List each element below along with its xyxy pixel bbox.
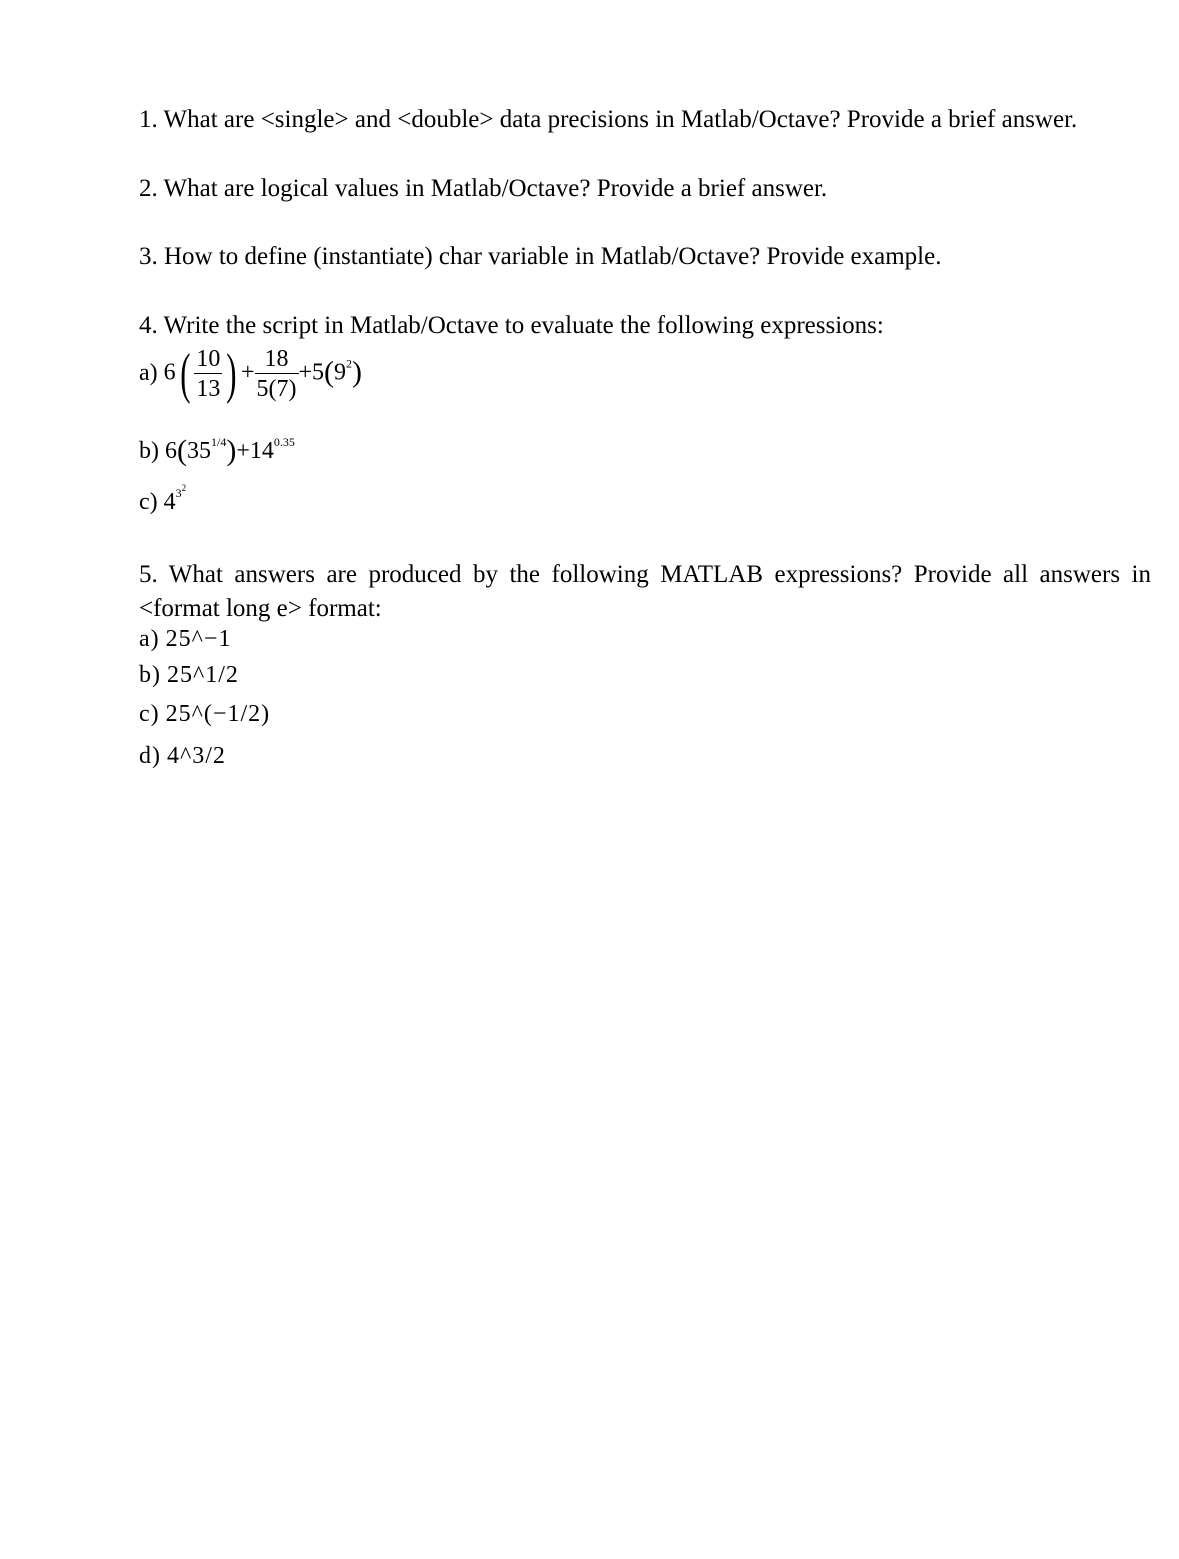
fraction-10-13: $\frac{10}{13}$	[196, 346, 221, 402]
question-1: 1. What are <single> and <double> data precisions in Matlab/Octave? Provide a brief answer.	[139, 106, 1078, 133]
expression-4c: c) $4^{3^2}$	[139, 483, 187, 515]
expression-5a: a) 25^−1	[139, 626, 232, 652]
expression-5c: c) 25^(−1/2)	[139, 701, 271, 727]
question-2: 2. What are logical values in Matlab/Octave? Provide a brief answer.	[139, 175, 828, 202]
question-5: 5. What answers are produced by the following MATLAB expressions? Provide all answers in <format long e> format:	[139, 561, 1151, 622]
question-4: 4. Write the script in Matlab/Octave to evaluate the following expressions:	[139, 312, 884, 339]
expression-5b: b) 25^1/2	[139, 662, 239, 688]
expression-4b: b) $6(35^{1/4})+14^{0.35}$	[139, 434, 295, 467]
expression-5d: d) 4^3/2	[139, 743, 226, 769]
expression-4a-label: a)	[139, 359, 158, 386]
expression-4b-label: b)	[139, 438, 159, 464]
fraction-18-5-7: $\frac{18}{5(7)}$	[256, 346, 297, 402]
question-3: 3. How to define (instantiate) char variable in Matlab/Octave? Provide example.	[139, 243, 942, 270]
expression-4c-label: c)	[139, 489, 158, 515]
expression-4a: a) 6( $\frac{10}{13}$ ) + $\frac{18}{5(7)}$ $+5(9^2)$	[139, 343, 363, 405]
expression-4a-coef: 6	[163, 359, 176, 386]
